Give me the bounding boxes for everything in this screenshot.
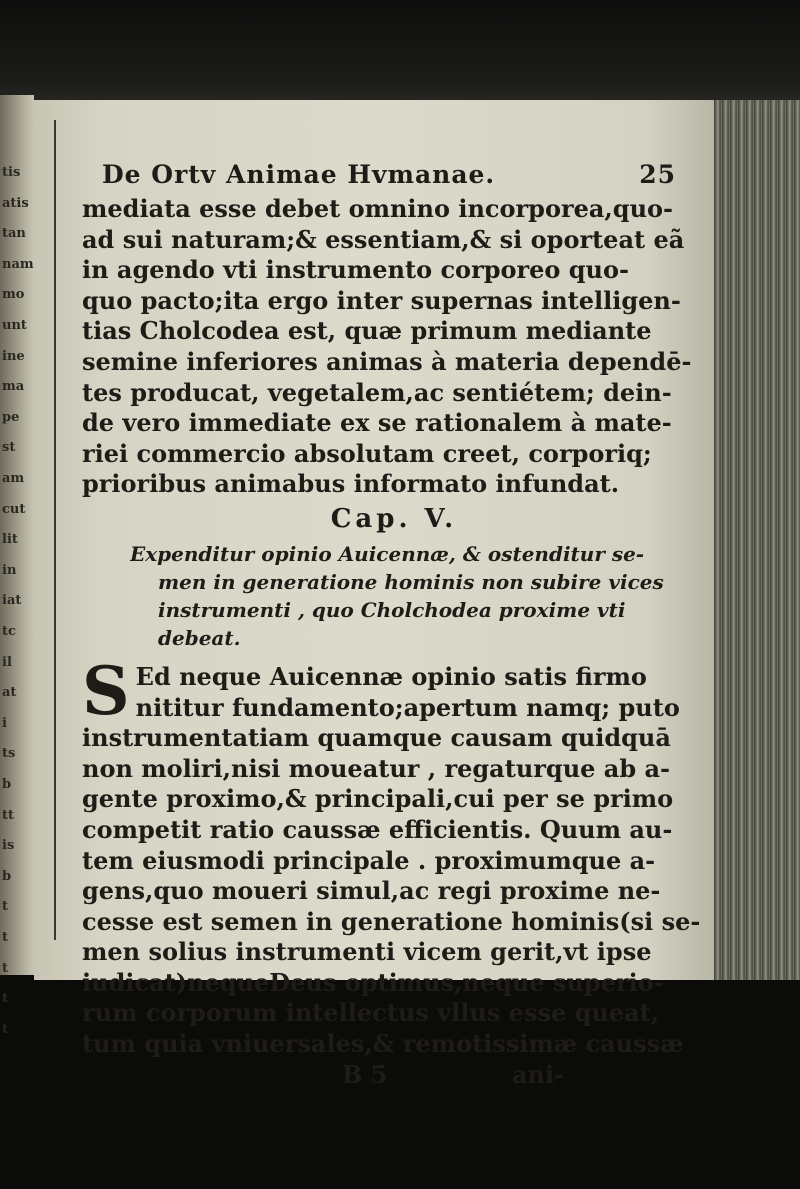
text-line: instrumentatiam quamque causam quidquā — [82, 723, 671, 753]
gutter-text-fragment: st — [2, 440, 16, 456]
gutter-text-fragment: il — [2, 654, 12, 670]
text-line: tes producat, vegetalem,ac sentiétem; dein- — [82, 377, 672, 407]
signature-mark: B 5 — [342, 1059, 388, 1089]
gutter-text-fragment: tc — [2, 624, 16, 639]
gutter-text-fragment: atis — [2, 195, 29, 211]
page-edge-stack — [714, 100, 800, 980]
summary-line: Expenditur opinio Auicennæ, & ostenditur se- — [130, 541, 645, 566]
text-line: cesse est semen in generatione hominis(si se- — [82, 906, 701, 936]
gutter-text-fragment: t — [2, 991, 9, 1007]
text-line: men solius instrumenti vicem gerit,vt ipse — [82, 937, 652, 967]
text-line: competit ratio caussæ efficientis. Quum au- — [82, 814, 673, 844]
gutter-text-fragment: b — [2, 868, 12, 884]
gutter-text-fragment: t — [2, 930, 9, 945]
gutter-text-fragment: at — [2, 685, 17, 701]
gutter-text-fragment: b — [2, 777, 12, 792]
paragraph-2 — [82, 651, 706, 1060]
text-line: tias Cholcodea est, quæ primum mediante — [82, 316, 652, 346]
gutter-text-fragment: ine — [2, 348, 25, 364]
scan-shadow-top — [0, 0, 800, 110]
summary-line: debeat. — [158, 625, 241, 650]
gutter-text-fragment: tis — [2, 165, 21, 180]
gutter-text-fragment: nam — [2, 256, 34, 272]
gutter-text-fragment: i — [2, 715, 7, 731]
gutter-text-fragment: cut — [2, 501, 26, 517]
page-number: 25 — [639, 160, 676, 189]
gutter-text-fragment: am — [2, 471, 25, 486]
adjacent-page-gutter — [0, 95, 34, 1037]
gutter-text-fragment: t — [2, 1021, 9, 1037]
gutter-text-fragment: lit — [2, 532, 18, 548]
text-line: gente proximo,& principali,cui per se primo — [82, 784, 674, 814]
running-head-title: De Ortv Animae Hvmanae. — [102, 160, 496, 189]
book-page — [34, 100, 714, 1089]
gutter-text-fragment: pe — [2, 409, 20, 425]
gutter-text-fragment: iat — [2, 593, 22, 609]
page-footer — [82, 1060, 706, 1090]
gutter-text-fragment: tan — [2, 226, 26, 242]
text-line: quo pacto;ita ergo inter supernas intelligen- — [82, 285, 681, 315]
gutter-text-fragment: mo — [2, 287, 25, 303]
chapter-heading: Cap. V. — [330, 503, 458, 534]
text-line: rum corporum intellectus vllus esse queat, — [82, 998, 660, 1028]
running-head — [82, 156, 706, 194]
gutter-text-fragment: ma — [2, 379, 25, 395]
chapter-summary — [130, 540, 706, 652]
text-line: prioribus animabus informato infundat. — [82, 469, 620, 499]
text-line: nititur fundamento;apertum namq; puto — [135, 692, 680, 722]
margin-rule — [54, 120, 56, 940]
text-line: tem eiusmodi principale . proximumque a- — [82, 845, 656, 875]
gutter-text-fragment: unt — [2, 318, 27, 333]
text-line: ad sui naturam;& essentiam,& si oporteat eã — [82, 224, 685, 254]
text-line: semine inferiores animas à materia dependē- — [82, 346, 692, 376]
drop-capital: S — [82, 651, 130, 730]
summary-line: instrumenti , quo Cholchodea proxime vti — [158, 597, 626, 622]
gutter-text-fragment: t — [2, 899, 9, 915]
gutter-text-fragment: tt — [2, 807, 15, 823]
gutter-text-fragment: t — [2, 960, 9, 976]
text-line: gens,quo moueri simul,ac regi proxime ne- — [82, 876, 661, 906]
text-line: non moliri,nisi moueatur , regaturque ab a- — [82, 753, 670, 783]
text-line: tum quia vniuersales,& remotissimæ caussæ — [82, 1029, 684, 1059]
gutter-text-fragment: in — [2, 562, 17, 578]
text-line: Ed neque Auicennæ opinio satis firmo — [135, 661, 647, 691]
gutter-text-fragment: is — [2, 838, 15, 854]
text-block — [82, 156, 706, 1090]
gutter-text-fragment: ts — [2, 746, 16, 762]
text-line: riei commercio absolutam creet, corporiq; — [82, 438, 652, 468]
text-line: in agendo vti instrumento corporeo quo- — [82, 255, 629, 285]
summary-line: men in generatione hominis non subire vices — [158, 569, 664, 594]
text-line: mediata esse debet omnino incorporea,quo- — [82, 194, 673, 223]
text-line: de vero immediate ex se rationalem à mate- — [82, 408, 672, 438]
text-line: iudicat)nequeDeus optimus,neque superio- — [82, 967, 664, 997]
paragraph-1 — [82, 194, 706, 500]
catchword: ani- — [512, 1059, 565, 1089]
